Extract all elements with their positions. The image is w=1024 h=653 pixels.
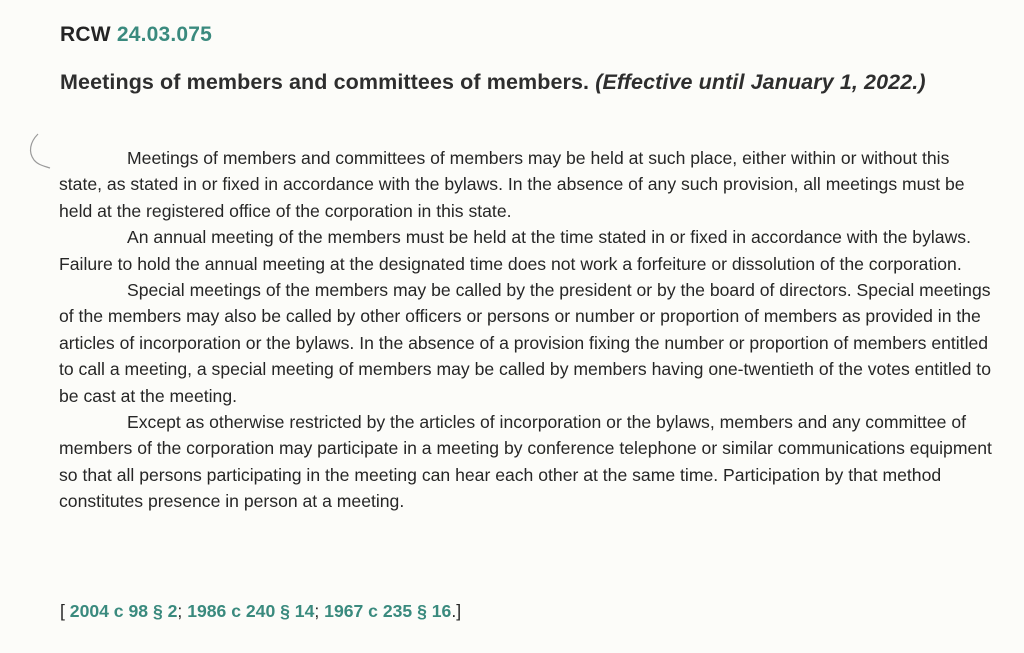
section-title-main: Meetings of members and committees of members. (60, 70, 590, 94)
citation-close-bracket: .] (451, 601, 462, 621)
margin-pencil-mark (24, 132, 64, 182)
citation-link[interactable]: 2004 c 98 § 2 (69, 601, 178, 621)
citation-open-bracket: [ (60, 601, 70, 621)
body-paragraph: An annual meeting of the members must be held at the time stated in or fixed in accordance with the bylaws. Failure to hold the annual meeting at the designated time does not work a forfeiture or dissolution of the corporation. (59, 227, 971, 274)
body-paragraph: Except as otherwise restricted by the articles of incorporation or the bylaws, members and any committee of members of the corporation may participate in a meeting by conference telephone or similar communications equipment so that all persons participating in the meeting can hear each other at the same time. Participation by that method constitutes presence in person at a meeting. (59, 412, 992, 512)
citation-link[interactable]: 1967 c 235 § 16 (324, 601, 452, 621)
statute-header (60, 23, 212, 47)
citation-link[interactable]: 1986 c 240 § 14 (187, 601, 315, 621)
rcw-number-link[interactable]: 24.03.075 (116, 23, 213, 46)
citation-separator: ; (177, 601, 188, 621)
rcw-label: RCW (60, 23, 111, 46)
body-paragraph: Meetings of members and committees of members may be held at such place, either within or without this state, as stated in or fixed in accordance with the bylaws. In the absence of any such provision, all meetings must be held at the registered office of the corporation in this state. (59, 148, 965, 221)
statute-body (59, 145, 994, 515)
section-title (60, 67, 980, 98)
history-citation (60, 601, 461, 622)
body-paragraph: Special meetings of the members may be called by the president or by the board of directors. Special meetings of the members may also be called by other officers or persons or number or proportion of members as provided in the articles of incorporation or the bylaws. In the absence of a provision fixing the number or proportion of members entitled to call a meeting, a special meeting of members may be called by members having one-twentieth of the votes entitled to be cast at the meeting. (59, 280, 991, 406)
effective-date-note: (Effective until January 1, 2022.) (595, 70, 926, 94)
citation-separator: ; (314, 601, 325, 621)
